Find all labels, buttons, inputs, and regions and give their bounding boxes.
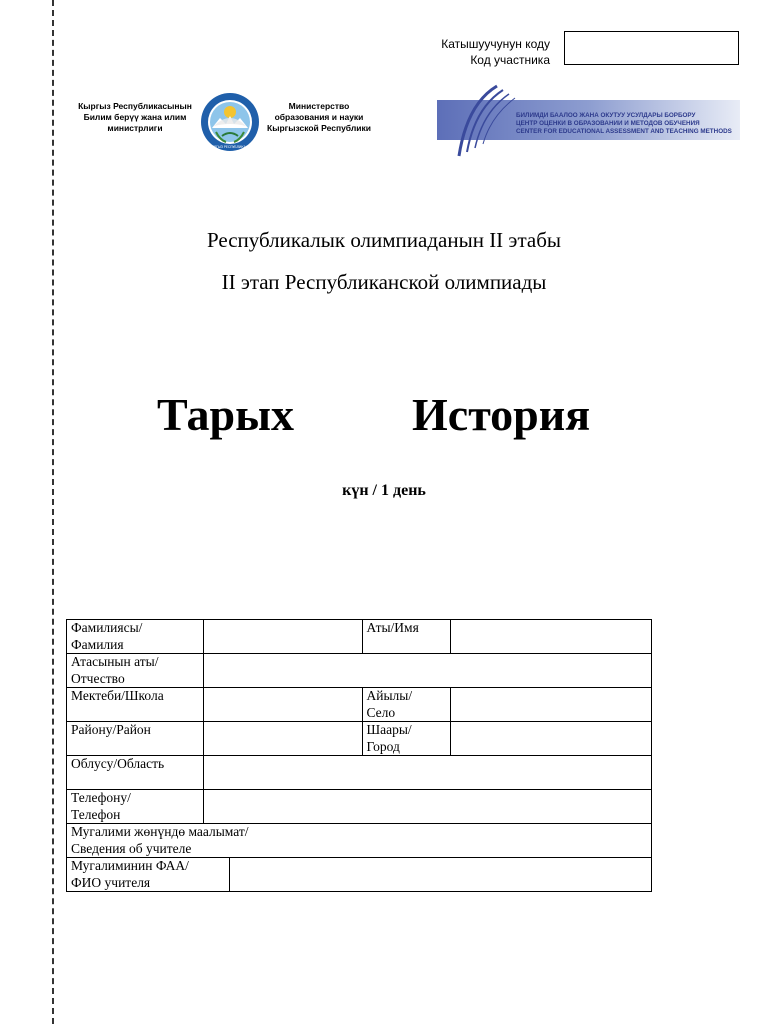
table-row <box>67 654 652 688</box>
village-label: Айылы/ Село <box>362 688 451 722</box>
day-label: күн / 1 день <box>342 482 426 499</box>
ministry-name-ky: Кыргыз Республикасынын Билим берүү жана илим министрлиги <box>78 101 192 133</box>
city-field[interactable] <box>451 722 652 756</box>
teacher-name-label: Мугалиминин ФАА/ ФИО учителя <box>67 858 230 892</box>
name-field[interactable] <box>451 620 652 654</box>
patronymic-field[interactable] <box>203 654 651 688</box>
district-label: Району/Район <box>67 722 204 756</box>
region-label: Облусу/Область <box>67 756 204 790</box>
school-label: Мектеби/Школа <box>67 688 204 722</box>
stage-title-ky: Республикалык олимпиаданын II этабы <box>206 228 561 252</box>
emblem-text: КЫРГЫЗ РЕСПУБЛИКАСЫ <box>209 145 251 149</box>
table-row <box>67 824 652 858</box>
phone-label: Телефону/ Телефон <box>67 790 204 824</box>
subject-title-ru: История <box>412 389 591 440</box>
school-field[interactable] <box>203 688 362 722</box>
subject-title-ky: Тарых <box>157 389 295 440</box>
participant-info-table <box>66 619 652 892</box>
stage-title-ru: II этап Республиканской олимпиады <box>221 270 547 294</box>
teacher-info-header: Мугалими жөнүндө маалымат/ Сведения об учителе <box>67 824 652 858</box>
table-row <box>67 858 652 892</box>
phone-field[interactable] <box>203 790 651 824</box>
table-row <box>67 688 652 722</box>
teacher-name-field[interactable] <box>229 858 651 892</box>
village-field[interactable] <box>451 688 652 722</box>
binding-margin-line <box>52 0 54 1024</box>
table-row <box>67 722 652 756</box>
assessment-center-name: БИЛИМДИ БААЛОО ЖАНА ОКУТУУ УСУЛДАРЫ БОРБОРУ ЦЕНТР ОЦЕНКИ В ОБРАЗОВАНИИ И МЕТОДОВ ОБУЧЕНИЯ CENTER FOR EDUCATIONAL ASSESSMENT AND TEACHING METHODS <box>516 112 732 135</box>
name-label: Аты/Имя <box>362 620 451 654</box>
patronymic-label: Атасынын аты/ Отчество <box>67 654 204 688</box>
table-row <box>67 620 652 654</box>
city-label: Шаары/ Город <box>362 722 451 756</box>
table-row <box>67 756 652 790</box>
state-emblem-icon <box>200 92 260 152</box>
district-field[interactable] <box>203 722 362 756</box>
participant-code-label: Катышуучунун коду Код участника <box>441 37 550 67</box>
surname-field[interactable] <box>203 620 362 654</box>
region-field[interactable] <box>203 756 651 790</box>
ministry-name-ru: Министерство образования и науки Кыргызской Республики <box>267 101 371 133</box>
table-row <box>67 790 652 824</box>
surname-label: Фамилиясы/ Фамилия <box>67 620 204 654</box>
participant-code-field[interactable] <box>564 31 739 65</box>
